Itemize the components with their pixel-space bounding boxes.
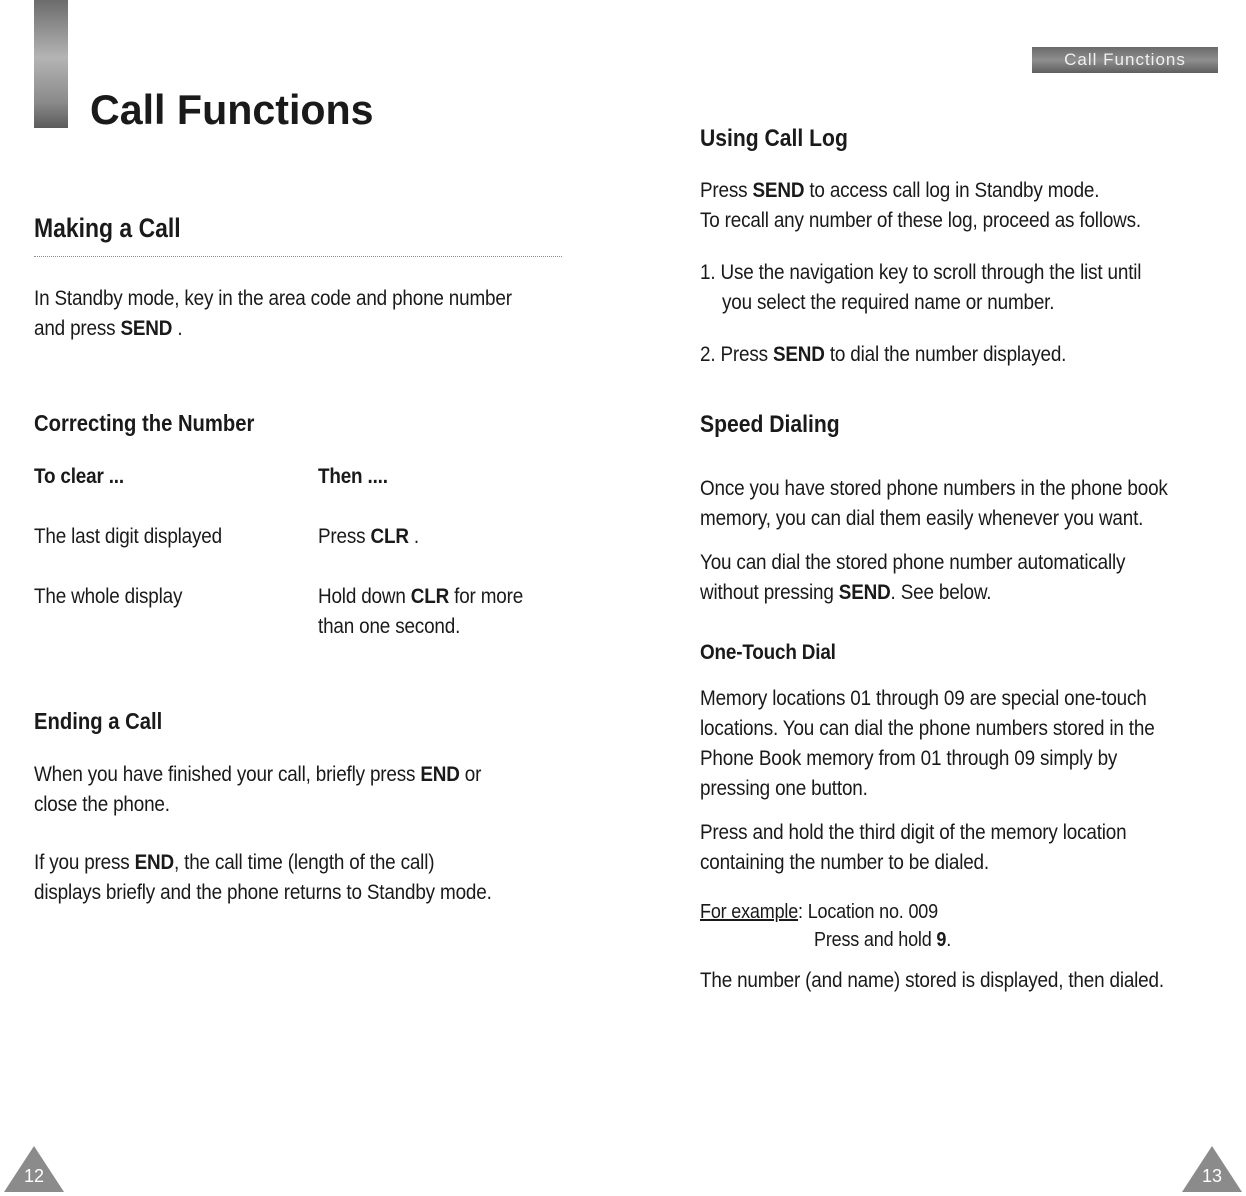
one-touch-p1-line2: locations. You can dial the phone numbers stored in the (700, 717, 1155, 740)
ending-p2-line2: displays briefly and the phone returns to Standby mode. (34, 881, 492, 904)
row2-then-line1: Hold down CLR for more (318, 585, 524, 608)
making-call-text-line2: and press SEND . (34, 317, 183, 340)
one-touch-p1-line3: Phone Book memory from 01 through 09 simply by (700, 747, 1118, 770)
call-log-step1-line1: 1. Use the navigation key to scroll through the list until (700, 261, 1142, 284)
column-header-then: Then .... (318, 465, 388, 488)
example-label: For example (700, 901, 799, 923)
ending-p2-line1: If you press END, the call time (length of the call) (34, 851, 435, 874)
speed-p2-line2: without pressing SEND. See below. (700, 581, 992, 604)
one-touch-p1-line4: pressing one button. (700, 777, 868, 800)
row1-to-clear: The last digit displayed (34, 525, 222, 548)
row2-then-line2: than one second. (318, 615, 461, 638)
ending-p1-line2: close the phone. (34, 793, 170, 816)
speed-p2-line1: You can dial the stored phone number automatically (700, 551, 1126, 574)
call-log-line1: Press SEND to access call log in Standby mode. (700, 179, 1100, 202)
chapter-title: Call Functions (90, 86, 374, 133)
page-number-left: 12 (24, 1166, 45, 1186)
section-divider (34, 256, 562, 257)
speed-p1-line2: memory, you can dial them easily whenever you want. (700, 507, 1144, 530)
making-call-text-line1: In Standby mode, key in the area code and phone number (34, 287, 512, 310)
header-section-tag: Call Functions (1032, 47, 1218, 73)
one-touch-p2-line2: containing the number to be dialed. (700, 851, 989, 874)
chapter-marker-bar (34, 0, 68, 128)
section-heading-correcting: Correcting the Number (34, 410, 255, 436)
page-number-right: 13 (1202, 1166, 1223, 1186)
one-touch-p2-line1: Press and hold the third digit of the memory location (700, 821, 1127, 844)
section-heading-making-call: Making a Call (34, 213, 181, 243)
ending-p1-line1: When you have finished your call, briefly press END or (34, 763, 482, 786)
call-log-step1-line2: you select the required name or number. (722, 291, 1055, 314)
page-number-badge-left (4, 1146, 64, 1192)
one-touch-p1-line1: Memory locations 01 through 09 are special one-touch (700, 687, 1147, 710)
section-heading-ending-call: Ending a Call (34, 708, 163, 734)
section-heading-call-log: Using Call Log (700, 125, 848, 152)
example-line1: For example: Location no. 009 (700, 901, 938, 923)
call-log-step2: 2. Press SEND to dial the number displayed. (700, 343, 1067, 366)
section-heading-speed-dialing: Speed Dialing (700, 411, 840, 438)
row2-to-clear: The whole display (34, 585, 183, 608)
page-number-badge-right (1182, 1146, 1242, 1192)
example-line2: Press and hold 9. (814, 929, 952, 951)
row1-then: Press CLR . (318, 525, 419, 548)
one-touch-final-line: The number (and name) stored is displayed, then dialed. (700, 969, 1164, 992)
speed-p1-line1: Once you have stored phone numbers in the phone book (700, 477, 1168, 500)
call-log-line2: To recall any number of these log, proceed as follows. (700, 209, 1141, 232)
column-header-to-clear: To clear ... (34, 465, 124, 488)
subheading-one-touch-dial: One-Touch Dial (700, 641, 836, 664)
